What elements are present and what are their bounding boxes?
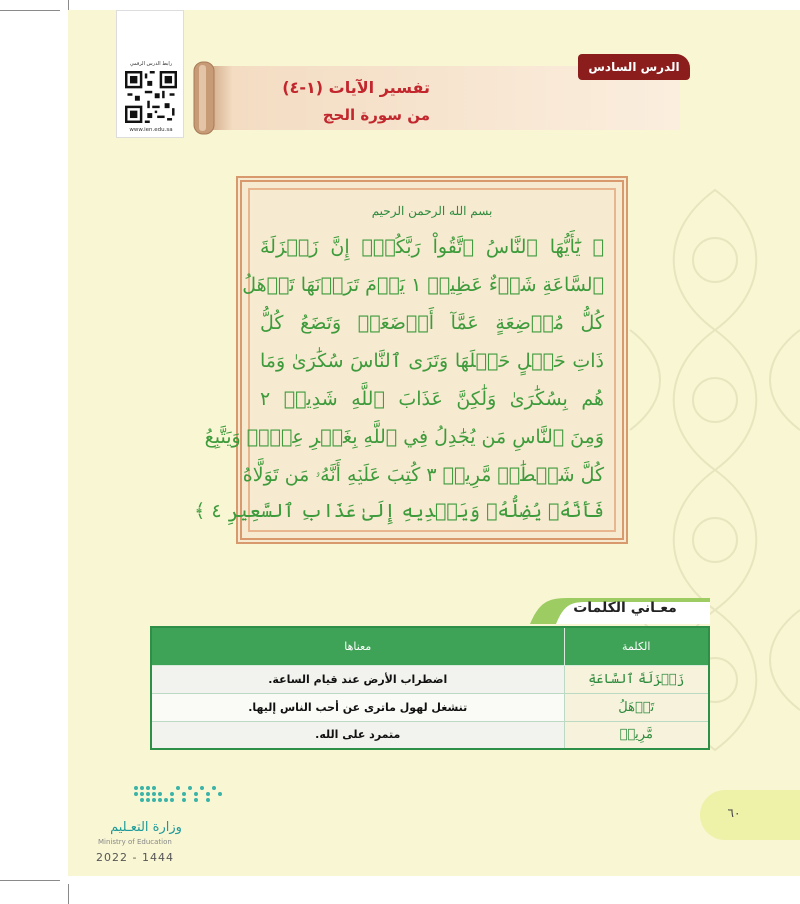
table-row — [151, 721, 709, 749]
crop-mark — [68, 0, 69, 10]
verse-line: كُلَّ شَيۡطَٰنٖ مَّرِيدٖ ٣ كُتِبَ عَلَيۡهِ أَنَّهُۥ مَن تَوَلَّاهُ — [242, 464, 604, 486]
qr-card — [116, 10, 184, 138]
table-header-row — [151, 627, 709, 665]
qr-url[interactable]: www.ien.edu.sa — [129, 127, 173, 133]
basmala: بسم الله الرحمن الرحيم — [371, 204, 493, 218]
verse-line: فَأَنَّهُۥ يُضِلُّهُۥ وَيَهۡدِيهِ إِلَىٰ عَذَابِ ٱلسَّعِيرِ ٤ ﴾ — [194, 500, 604, 522]
verse-line: هُم بِسُكَٰرَىٰ وَلَٰكِنَّ عَذَابَ ٱللَّهِ شَدِيدٞ ٢ — [260, 388, 604, 410]
table-row — [151, 693, 709, 721]
verse-line: ٱلسَّاعَةِ شَيۡءٌ عَظِيمٞ ١ يَوۡمَ تَرَوۡنَهَا تَذۡهَلُ — [242, 274, 604, 296]
words-section-title: معـاني الكلمات — [573, 600, 677, 616]
lesson-tab: الدرس السادس — [578, 54, 690, 80]
verse-line: وَمِنَ ٱلنَّاسِ مَن يُجَٰدِلُ فِي ٱللَّهِ بِغَيۡرِ عِلۡمٖ وَيَتَّبِعُ — [204, 426, 604, 448]
crop-mark — [68, 884, 69, 904]
qr-code-icon[interactable] — [125, 71, 177, 123]
verse-line: ذَاتِ حَمۡلٍ حَمۡلَهَا وَتَرَى ٱلنَّاسَ سُكَٰرَىٰ وَمَا — [260, 350, 604, 372]
qr-label: رابط الدرس الرقمي — [129, 61, 173, 67]
verse-line: ﴿ يَٰٓأَيُّهَا ٱلنَّاسُ ٱتَّقُواْ رَبَّكُمْۚ إِنَّ زَلۡزَلَةَ — [260, 236, 604, 258]
table-row — [151, 665, 709, 693]
word-meanings-table — [150, 626, 710, 750]
page-subtitle: من سورة الحج — [322, 106, 430, 124]
word-cell: تَذۡهَلُ — [564, 693, 709, 721]
page-number: ٦٠ — [727, 806, 741, 820]
word-cell: مَّرِيدٖ — [564, 721, 709, 749]
edition-year: 2022 - 1444 — [96, 851, 174, 864]
ministry-name-english: Ministry of Education — [98, 838, 172, 846]
meaning-cell: تنشغل لهول ماترى عن أحب الناس إليها. — [151, 693, 564, 721]
meaning-cell: متمرد على الله. — [151, 721, 564, 749]
column-header-word: الكلمة — [564, 627, 709, 665]
ministry-name-arabic: وزارة التعـليم — [110, 820, 182, 835]
crop-mark — [0, 10, 60, 11]
crop-mark — [0, 880, 60, 881]
page-title: تفسير الآيات (١-٤) — [282, 78, 430, 97]
quran-verses-frame — [194, 176, 628, 544]
word-cell: زَلۡزَلَةَ ٱلسَّاعَةِ — [564, 665, 709, 693]
meaning-cell: اضطراب الأرض عند قيام الساعة. — [151, 665, 564, 693]
verse-line: كُلُّ مُرۡضِعَةٍ عَمَّآ أَرۡضَعَتۡ وَتَضَعُ كُلُّ — [260, 312, 604, 334]
column-header-meaning: معناها — [151, 627, 564, 665]
